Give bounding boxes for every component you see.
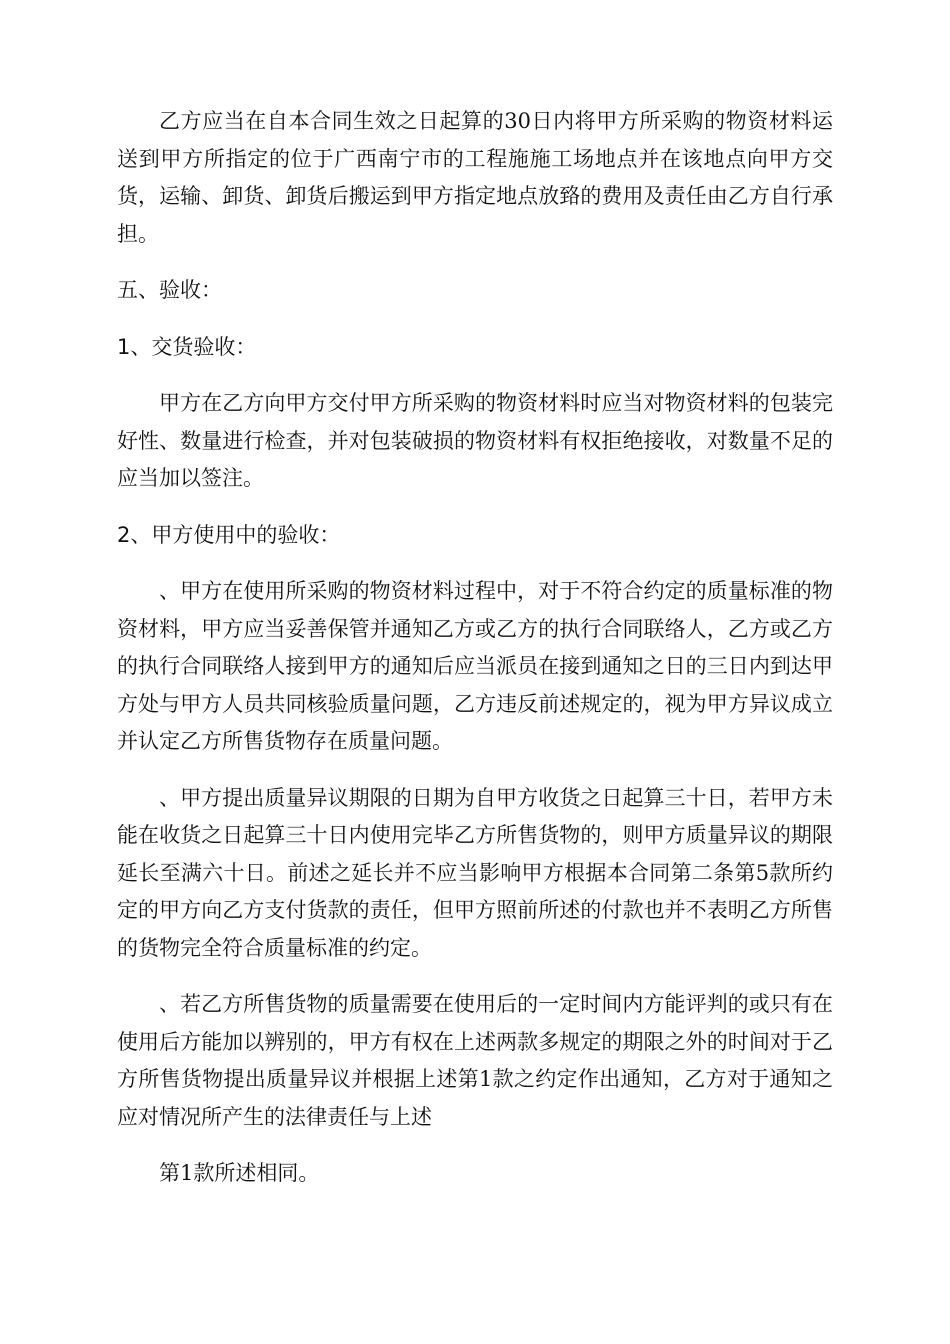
delivery-paragraph: 乙方应当在自本合同生效之日起算的30日内将甲方所采购的物资材料运送到甲方所指定的位于广西南宁市的工程施施工场地点并在该地点向甲方交货，运输、卸货、卸货后搬运到甲方指定地点放臵的费用及责任由乙方自行承担。 xyxy=(117,109,833,246)
subheading-usage-acceptance: 2、甲方使用中的验收： xyxy=(117,522,341,547)
section-heading-acceptance: 五、验收： xyxy=(117,278,222,302)
subheading-delivery-acceptance: 1、交货验收： xyxy=(117,334,257,359)
usage-acceptance-clause-3-continued: 第1款所述相同。 xyxy=(159,1161,320,1185)
usage-acceptance-clause-2: 、甲方提出质量异议期限的日期为自甲方收货之日起算三十日，若甲方未能在收货之日起算三十日内使用完毕乙方所售货物的，则甲方质量异议的期限延长至满六十日。前述之延长并不应当影响甲方根据本合同第二条第5款所约定的甲方向乙方支付货款的责任，但甲方照前所述的付款也并不表明乙方所售的货物完全符合质量标准的约定。 xyxy=(117,785,833,960)
usage-acceptance-clause-3: 、若乙方所售货物的质量需要在使用后的一定时间内方能评判的或只有在使用后方能加以辨别的，甲方有权在上述两款多规定的期限之外的时间对于乙方所售货物提出质量异议并根据上述第1款之约定作出通知，乙方对于通知之应对情况所产生的法律责任与上述 xyxy=(117,992,833,1129)
usage-acceptance-clause-1: 、甲方在使用所采购的物资材料过程中，对于不符合约定的质量标准的物资材料，甲方应当妥善保管并通知乙方或乙方的执行合同联络人，乙方或乙方的执行合同联络人接到甲方的通知后应当派员在接到通知之日的三日内到达甲方处与甲方人员共同核验质量问题，乙方违反前述规定的，视为甲方异议成立并认定乙方所售货物存在质量问题。 xyxy=(117,579,833,753)
delivery-acceptance-paragraph: 甲方在乙方向甲方交付甲方所采购的物资材料时应当对物资材料的包装完好性、数量进行检查，并对包装破损的物资材料有权拒绝接收，对数量不足的应当加以签注。 xyxy=(117,391,833,490)
document-page xyxy=(117,103,833,1193)
